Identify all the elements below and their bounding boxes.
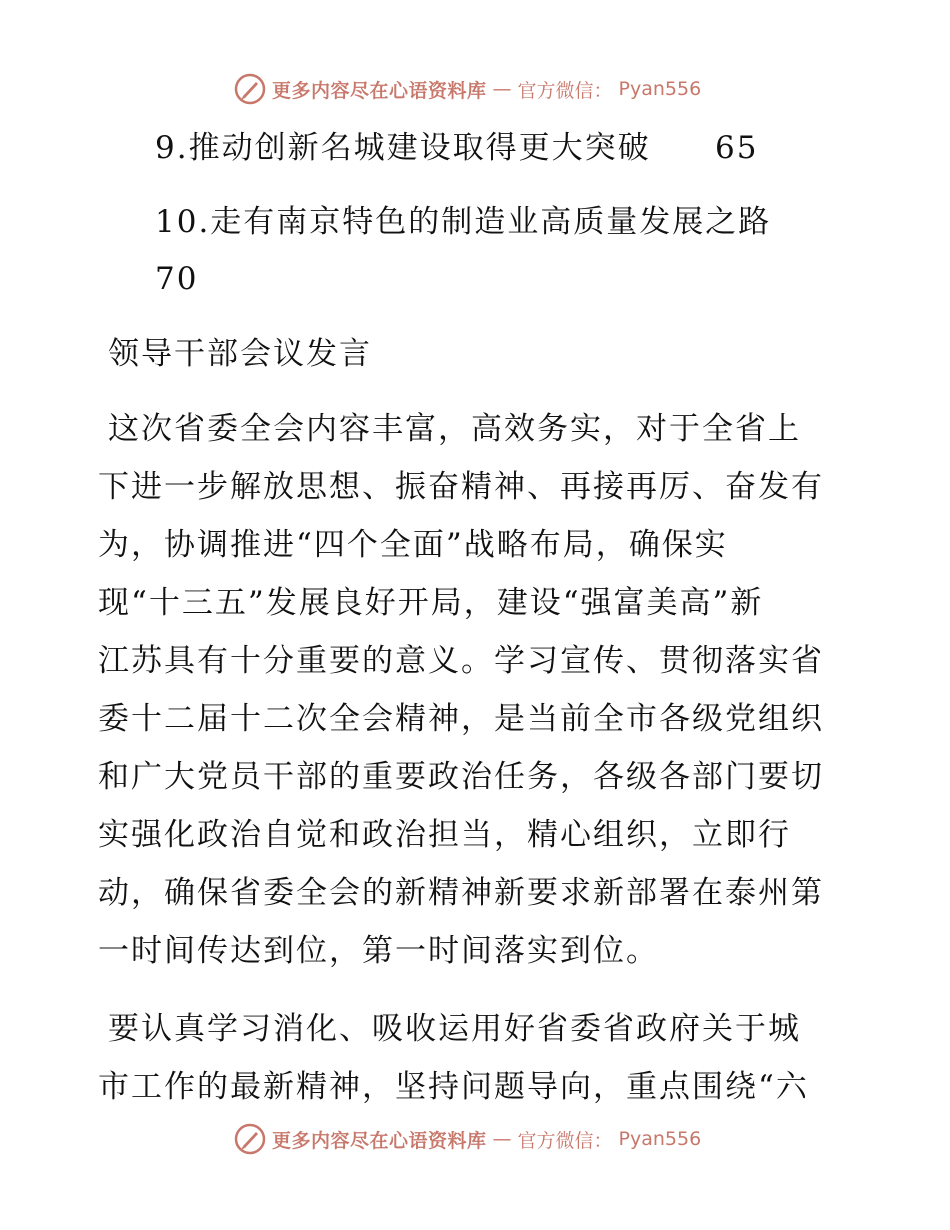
watermark-wechat-id: Pyan556 [618,78,702,100]
paragraph-line: 委十二届十二次全会精神，是当前全市各级党组织 [98,701,824,737]
footer-watermark [234,1122,701,1156]
paragraph-1 [98,400,858,980]
quill-logo-icon [234,73,266,105]
paragraph-line: 一时间传达到位，第一时间落实到位。 [98,933,659,969]
paragraph-line: 为，协调推进“四个全面”战略布局，确保实 [98,527,728,563]
paragraph-line: 市工作的最新精神，坚持问题导向，重点围绕“六 [98,1069,809,1105]
toc-entry-10 [155,200,771,244]
paragraph-line: 动，确保省委全会的新精神新要求新部署在泰州第 [98,875,824,911]
toc-entry-page: 70 [155,261,199,297]
paragraph-2 [98,1000,858,1116]
watermark-brand: 更多内容尽在心语资料库 [272,1129,487,1152]
watermark-brand: 更多内容尽在心语资料库 [272,79,487,102]
quill-logo-icon [234,1123,266,1155]
toc-entry-9 [155,126,759,170]
paragraph-line: 和广大党员干部的重要政治任务，各级各部门要切 [98,759,824,795]
paragraph-line: 下进一步解放思想、振奋精神、再接再厉、奋发有 [98,469,824,505]
watermark-official: 官方微信： [517,79,613,102]
watermark-separator: — [492,78,512,100]
paragraph-line: 要认真学习消化、吸收运用好省委省政府关于城 [108,1011,801,1047]
paragraph-line: 这次省委全会内容丰富，高效务实，对于全省上 [108,411,801,447]
document-title: 领导干部会议发言 [108,336,372,372]
toc-entry-label: 9.推动创新名城建设取得更大突破 [155,130,651,166]
paragraph-line: 现“十三五”发展良好开局，建设“强富美高”新 [98,585,764,621]
toc-entry-label: 10.走有南京特色的制造业高质量发展之路 [155,204,772,240]
toc-entry-10-page [155,257,198,301]
watermark-separator: — [492,1128,512,1150]
watermark-wechat-id: Pyan556 [618,1128,702,1150]
header-watermark [234,72,701,106]
paragraph-line: 江苏具有十分重要的意义。学习宣传、贯彻落实省 [98,643,824,679]
watermark-official: 官方微信： [517,1129,613,1152]
toc-entry-page: 65 [715,130,759,166]
paragraph-line: 实强化政治自觉和政治担当，精心组织，立即行 [98,817,791,853]
